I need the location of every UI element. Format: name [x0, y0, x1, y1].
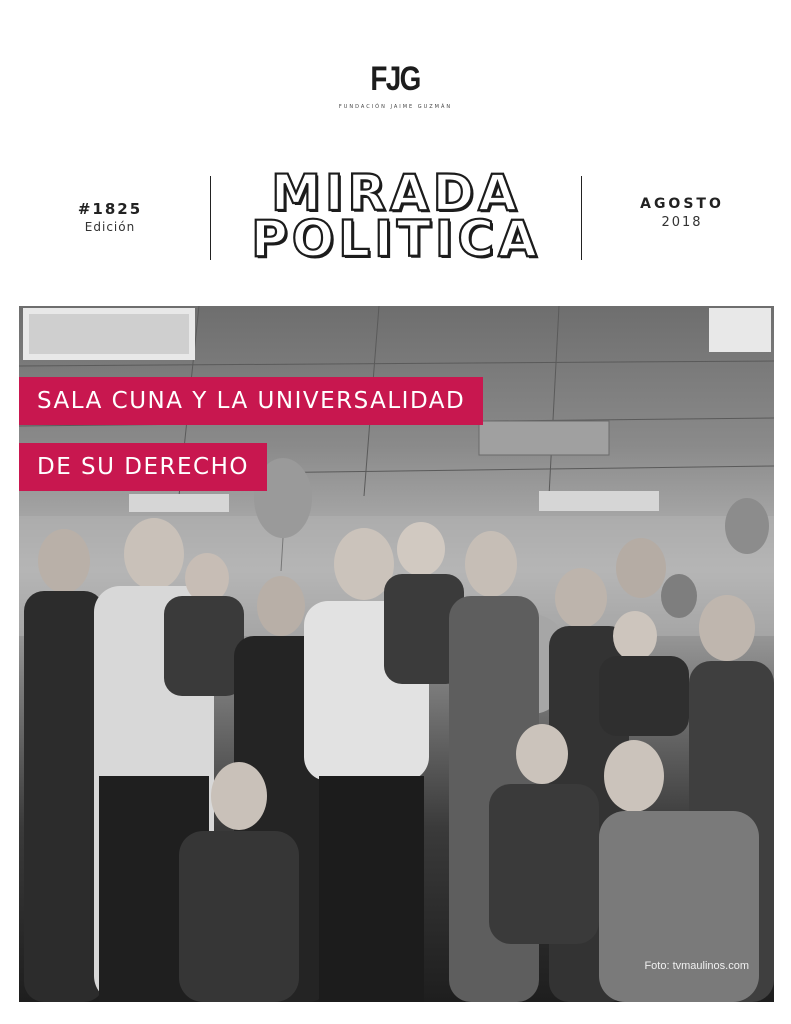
balloon: [725, 498, 769, 554]
masthead-line-1: MIRADA: [271, 164, 521, 222]
edition-number: #1825: [77, 200, 143, 218]
ceiling-light: [539, 491, 659, 511]
photo-credit: Foto: tvmaulinos.com: [644, 960, 749, 972]
logo: [0, 62, 791, 110]
divider-right: [581, 176, 582, 260]
ceiling-light: [709, 308, 771, 352]
balloon: [661, 574, 697, 618]
masthead: [225, 164, 567, 268]
date-month: AGOSTO: [640, 196, 724, 212]
masthead-line-2: POLITICA: [251, 210, 541, 268]
divider-left: [210, 176, 211, 260]
edition-block: [60, 200, 160, 234]
date-block: [622, 196, 742, 230]
headline-line-2: DE SU DERECHO: [19, 443, 267, 491]
date-year: 2018: [661, 215, 703, 230]
logo-subtitle: FUNDACIÓN JAIME GUZMÁN: [338, 104, 453, 110]
ceiling-light: [129, 494, 229, 512]
headline-line-1: SALA CUNA Y LA UNIVERSALIDAD: [19, 377, 483, 425]
edition-label: Edición: [84, 220, 136, 234]
ceiling-vent: [479, 421, 609, 455]
logo-mark: FJG: [370, 60, 421, 98]
